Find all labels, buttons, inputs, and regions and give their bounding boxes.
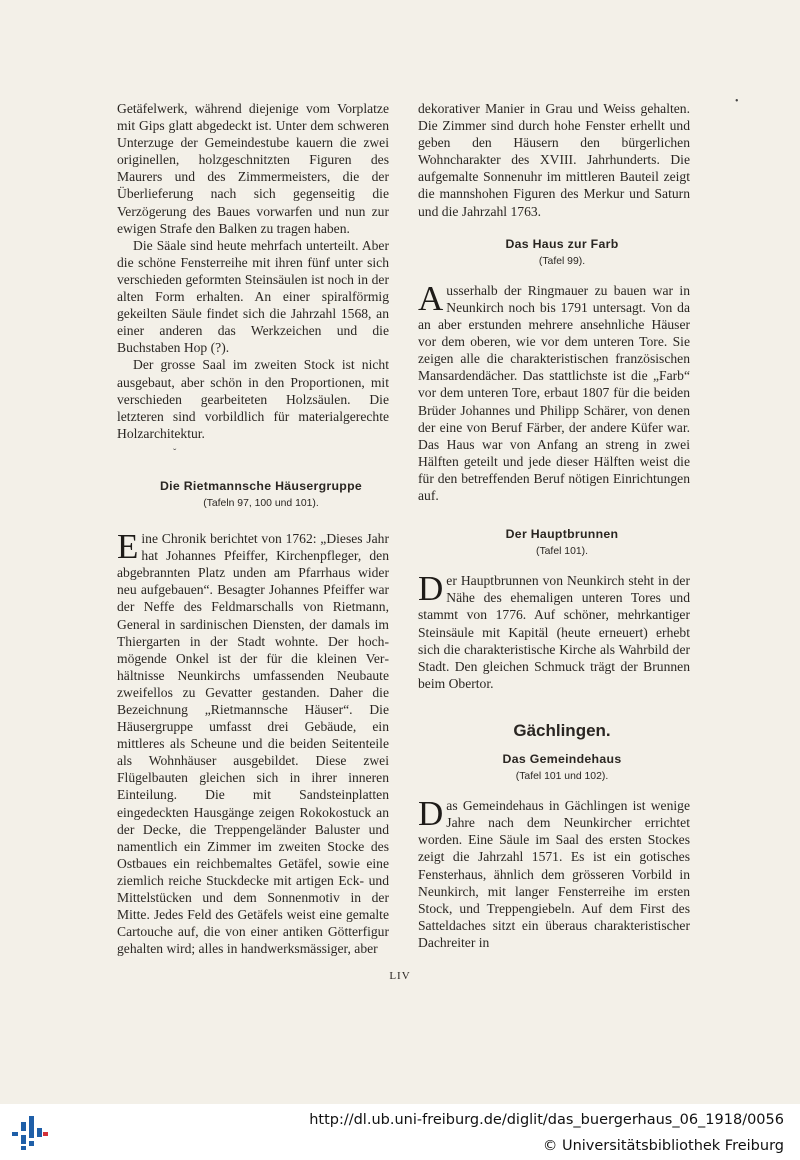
drop-cap: D: [418, 569, 444, 609]
chapter-heading: Gächlingen.: [513, 720, 611, 740]
section-heading: Der Hauptbrunnen: [505, 527, 619, 542]
paragraph: Die Säale sind heute mehrfach unterteilt. Aber die schöne Fensterreihe mit ihren fünf unter sich verschieden geformten Steinsäulen ist noch in der alten Form erhalten. An einer spiralförmig gekeilten Säule findet sich die Jahrzahl 1568, an einer anderen das Werkzeichen und die Buchstaben Hop (?).: [117, 237, 389, 356]
paragraph: Der grosse Saal im zweiten Stock ist nicht ausgebaut, aber schön in den Proportionen, mit verschieden gearbeiteten Holzsäulen. Die letzteren sind vorbildlich für materialgerechte Holzarchitektur.: [117, 357, 389, 441]
speck-mark: •: [735, 96, 739, 107]
right-column: [418, 100, 690, 951]
paragraph: [418, 278, 690, 504]
section-subheading: (Tafeln 97, 100 und 101).: [203, 497, 319, 509]
paragraph-text: ine Chronik berichtet von 1762: „Dieses Jahr hat Johannes Pfeiffer, Kirchenpfleger, den abgebrannten Platz unden am Pfarrhaus wider neu aufgebauen“. Besagter Johannes Pfeiffer war der Neffe des Feldmarschalls von Rietmann, General in sardinischen Diensten, der damals im Thiergarten in der Stadt wohnte. Der hochmögende Onkel ist der für die kleinen Verhältnisse Neunkirchs umfassenden Neubaute zweifellos zu Gevatter gestanden. Daher die Bezeichnung „Rietmannsche Häuser“. Die Häusergruppe umfasst drei Gebäude, ein mittleres als Scheune und die beiden Seitenteile als Wohnhäuser ausgebildet. Diese zwei Flügelbauten gleichen sich in ihrer inneren Einteilung. Die mit Sandsteinplatten eingedeckten Hausgänge zeigen Rokokostuck an der Decke, die Treppengeländer Baluster und namentlich ein Zimmer im zweiten Stocke des Ostbaues ein reichbemaltes Getäfel, sowie eine ziemlich reiche Stuckdecke mit artigen Eck- und Mittelstücken und dem Sonnenmotiv in der Mitte. Jedes Feld des Getäfels weist eine gemalte Cartouche auf, die von einer antiken Götterfigur gehalten wird; alles in handwerksmässiger, aber: [117, 531, 389, 957]
drop-cap: A: [418, 278, 444, 318]
footer-bar: [0, 1104, 800, 1160]
section-subheading: (Tafel 101 und 102).: [515, 771, 609, 783]
section-heading: Die Rietmannsche Häusergruppe: [159, 478, 363, 493]
copyright-notice: © Universitätsbibliothek Freiburg: [542, 1138, 784, 1154]
paragraph-text: usserhalb der Ringmauer zu bauen war in Neunkirch noch bis 1791 untersagt. Von da an aber erstunden mehrere ansehnliche Häuser vor dem oberen, wie vor dem unteren Tore. Sie zeigen alle die charakteristischen französischen Mansardendächer. Das stattlichste ist die „Farb“ vor dem unteren Tore, erbaut 1807 für die beiden Brüder Johannes und Philipp Schärer, von denen der eine von Beruf Färber, der andere Küfer war. Das Haus war von Anfang an streng in zwei Hälften geteilt und jede dieser Hälften weist die für den betreffenden Beruf nötigen Einrichtungen auf.: [418, 282, 690, 503]
section-subheading: (Tafel 99).: [538, 255, 586, 267]
drop-cap: E: [117, 527, 139, 567]
page-number: LIV: [389, 970, 411, 982]
paragraph: [117, 527, 389, 957]
left-column: [117, 100, 389, 957]
source-url-link[interactable]: http://dl.ub.uni-freiburg.de/diglit/das_buergerhaus_06_1918/0056: [309, 1112, 784, 1128]
paragraph: dekorativer Manier in Grau und Weiss gehalten. Die Zimmer sind durch hohe Fenster erhellt und geben den Häusern den bürgerlichen Wohncharakter des XVIII. Jahrhunderts. Die aufgemalte Sonnenuhr im mittleren Bauteil zeigt die mannshohen Figuren des Merkur und Saturn und die Jahrzahl 1763.: [418, 101, 690, 219]
drop-cap: D: [418, 794, 444, 834]
paragraph-text: er Hauptbrunnen von Neunkirch steht in der Nähe des ehemaligen unteren Tores und stammt von 1776. Auf schöner, mehrkantiger Steinsäule mit Kapitäl (heute erneuert) erhebt sich die charakteristische Kirche als Wahrbild der Stadt. Den gleichen Schmuck trägt der Brunnen beim Obertor.: [418, 573, 690, 691]
paragraph-text: as Gemeindehaus in Gächlingen ist wenige Jahre nach dem Neunkircher errichtet worden. Eine Säule im Saal des ersten Stockes zeigt die Jahrzahl 1571. Es ist ein gotisches Fensterhaus, ähnlich dem grösseren Vorbild in Neunkirch, mit langer Fensterreihe im ersten Stock, und Treppengiebeln. Auf dem First des Satteldaches sitzt ein überaus charakteristischer Dachreiter in: [418, 798, 690, 950]
speck-mark: ˇ: [173, 448, 177, 459]
university-library-logo-icon: [10, 1114, 50, 1152]
section-heading: Das Haus zur Farb: [505, 236, 619, 251]
section-subheading: (Tafel 101).: [536, 546, 588, 558]
section-heading: Das Gemeindehaus: [502, 752, 622, 766]
paragraph: [418, 794, 690, 951]
paragraph: [418, 569, 690, 692]
paragraph: Getäfelwerk, während diejenige vom Vorplatze mit Gips glatt abgedeckt ist. Unter dem schweren Unterzuge der Gemeindestube kauern die zwei originellen, holzgeschnitzten Figuren des Maurers und des Zimmermeisters, die der Überlieferung nach sich gegenseitig die Verzögerung des Baues vorwarfen und nun zur ewigen Strafe den Balken zu tragen haben.: [117, 101, 389, 236]
